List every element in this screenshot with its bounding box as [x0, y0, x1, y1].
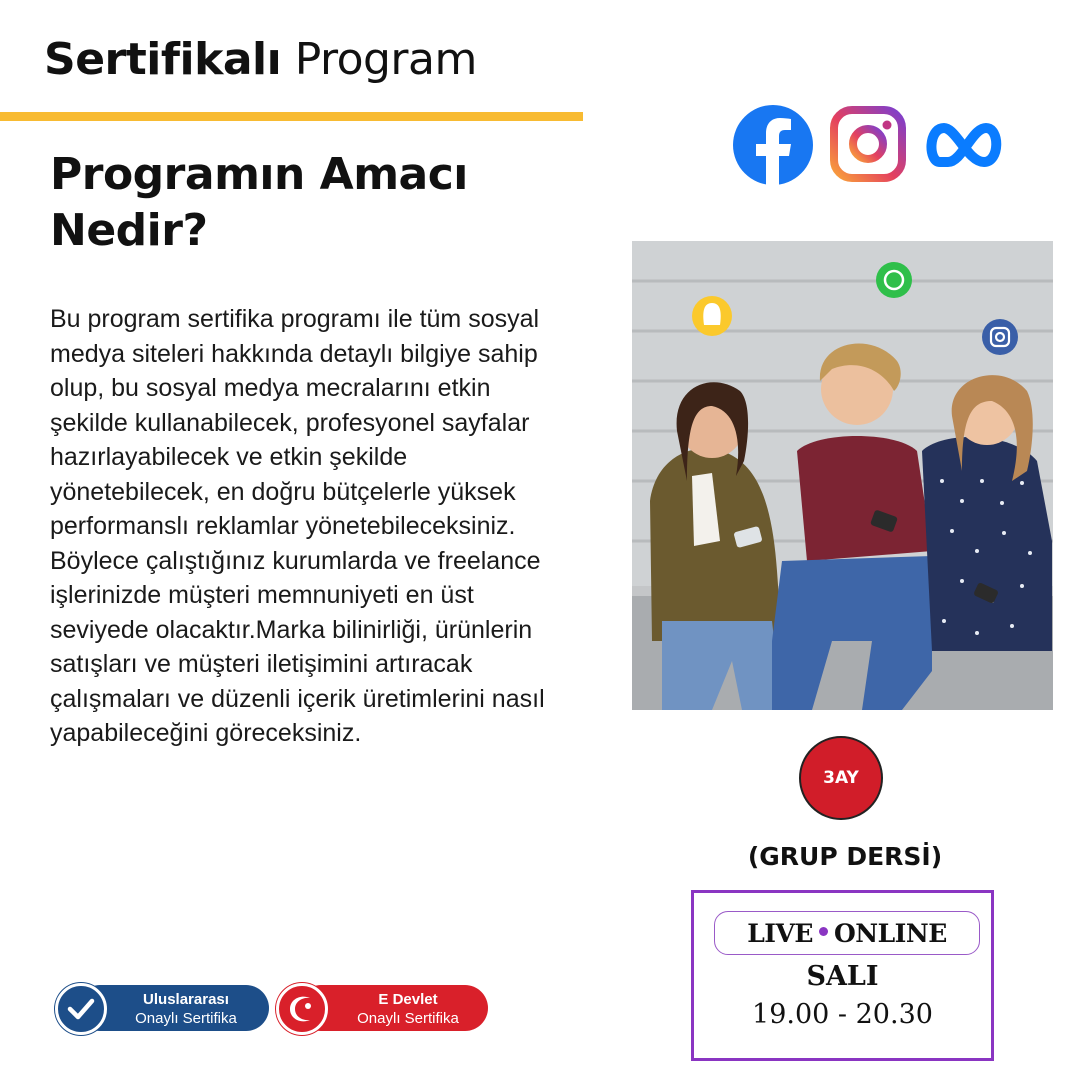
header-title [44, 34, 477, 85]
intl-certificate-badge [55, 983, 270, 1035]
yellow-divider [0, 112, 583, 121]
edevlet-cert-line2: Onaylı Sertifika [357, 1010, 459, 1027]
group-lesson-label: (GRUP DERSİ) [747, 842, 943, 871]
day-label: SALI [806, 961, 879, 992]
intl-cert-line2: Onaylı Sertifika [135, 1010, 237, 1027]
header-title-bold: Sertifikalı [44, 34, 282, 85]
body-text: Bu program sertifika programı ile tüm sosyal medya siteleri hakkında detaylı bilgiye sahip olup, bu sosyal medya mecralarını etkin şekilde kullanabilecek, profesyonel sayfalar hazırlayabilecek ve etkin şekilde yönetebilecek, en doğru bütçelerle yüksek performanslı reklamlar yönetebileceksiniz. Böylece çalıştığınız kurumlarda ve freelance işlerinizde müşteri memnuniyeti en üst seviyede olacaktır.Marka bilinirliği, ürünlerin satışları ve müşteri iletişimini artıracak çalışmaları ve düzenli içerik üretimlerini nasıl yapabileceğini göreceksiniz. [50, 305, 545, 747]
facebook-icon [733, 105, 813, 185]
edevlet-certificate-badge [276, 983, 490, 1035]
edevlet-cert-line1: E Devlet [378, 991, 438, 1008]
headline: Programın Amacı Nedir? [50, 149, 468, 256]
friends-photo [632, 241, 1053, 710]
time-label: 19.00 - 20.30 [752, 999, 933, 1030]
duration-badge: 3AY [799, 736, 883, 820]
header-title-regular: Program [294, 34, 477, 85]
social-icons [732, 104, 1022, 188]
meta-icon [931, 128, 996, 162]
separator-dot [819, 927, 828, 936]
snapchat-icon [692, 296, 732, 336]
whatsapp-icon [876, 262, 912, 298]
instagram-icon [982, 319, 1018, 355]
edevlet-logo-icon [276, 983, 328, 1035]
checkmark-icon [55, 983, 107, 1035]
online-label: ONLINE [833, 918, 947, 948]
instagram-icon [834, 110, 902, 178]
schedule-box [691, 890, 994, 1061]
live-online-pill [714, 911, 980, 955]
live-label: LIVE [747, 918, 813, 948]
intl-cert-line1: Uluslararası [143, 991, 229, 1008]
